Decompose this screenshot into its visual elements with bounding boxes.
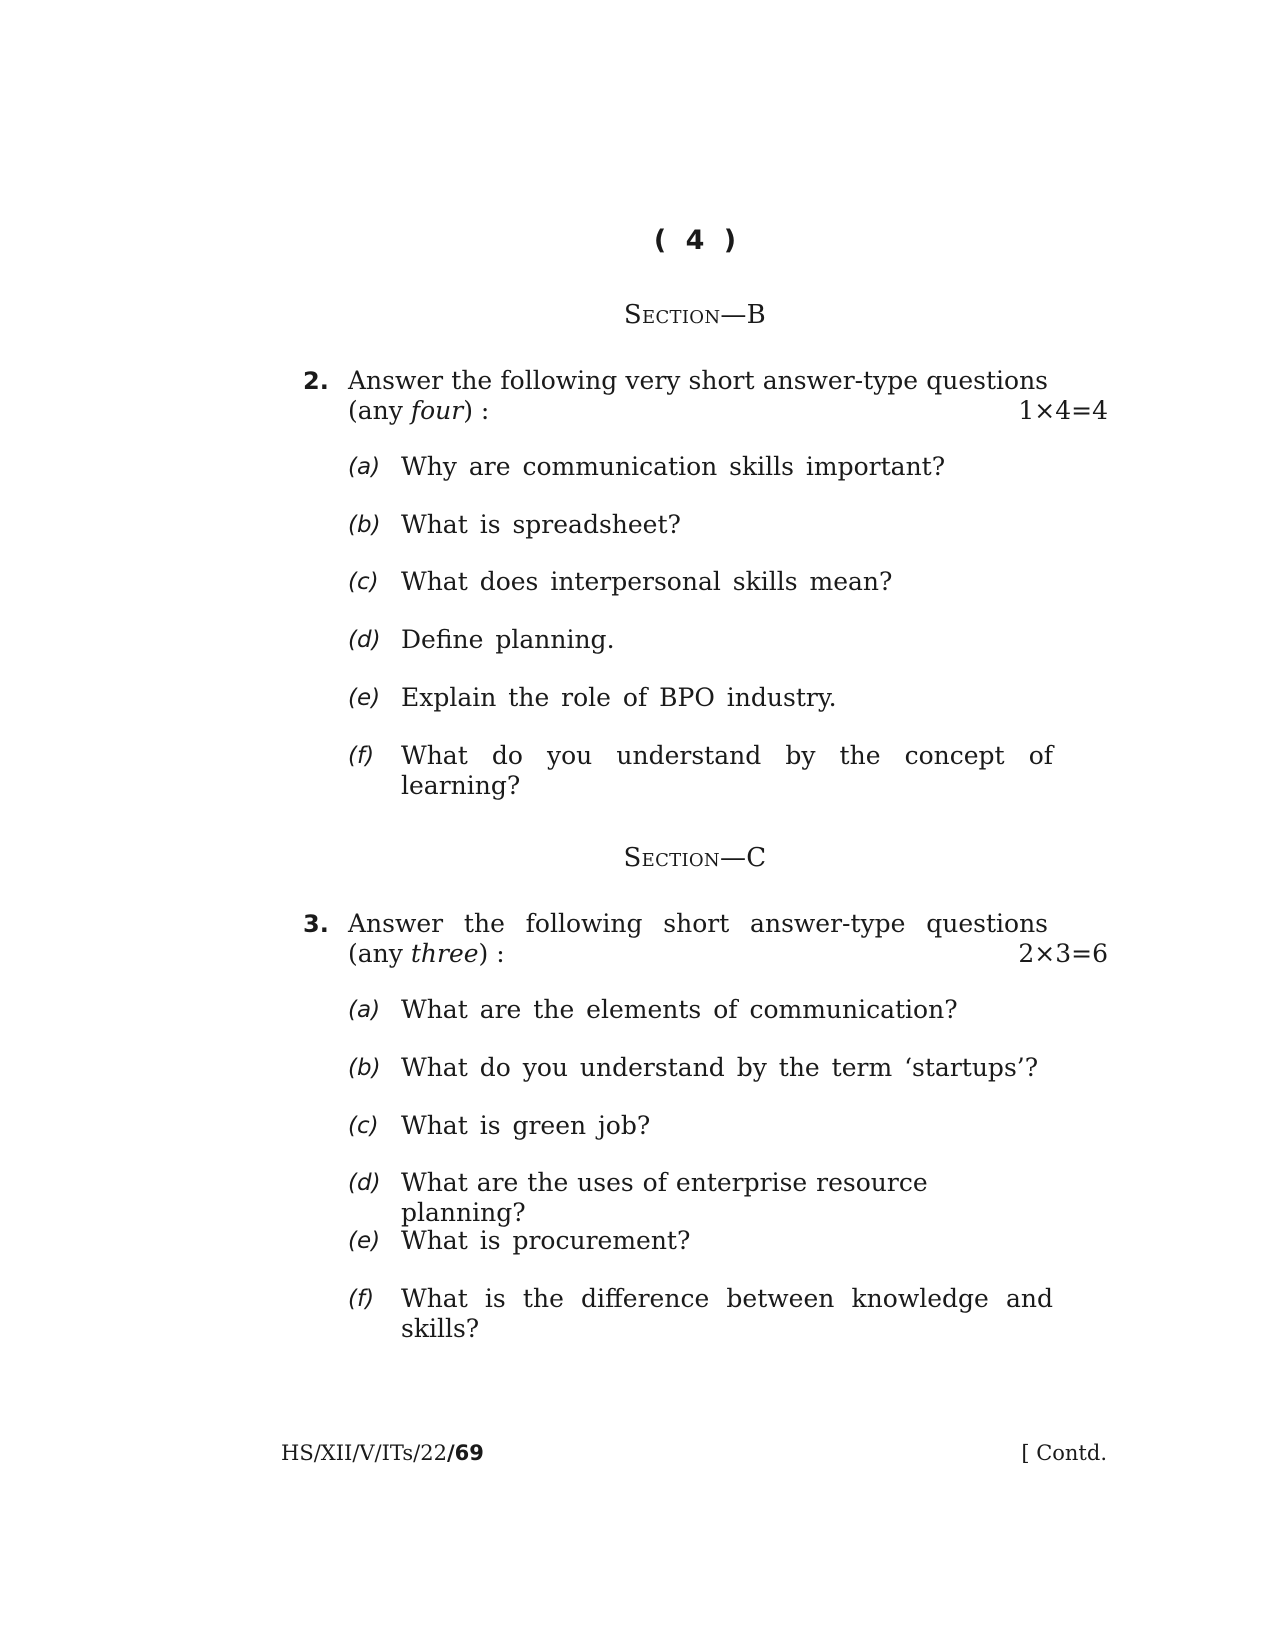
item-text: What do you understand by the concept of learning?: [401, 741, 1053, 800]
item-label: (c): [348, 569, 379, 595]
item-text: What is green job?: [401, 1111, 651, 1140]
item-text: What are the uses of enterprise resource planning?: [401, 1168, 928, 1227]
item-label: (a): [348, 454, 381, 480]
item-text: What do you understand by the term ‘startups’?: [401, 1053, 1039, 1082]
item-label: (b): [348, 1055, 381, 1081]
item-text: Explain the role of BPO industry.: [401, 683, 837, 712]
item-text: Why are communication skills important?: [401, 452, 946, 481]
question-qualifier: (any four) :: [348, 396, 490, 425]
item-label: (f): [348, 743, 375, 769]
item-label: (e): [348, 685, 381, 711]
item-text: What does interpersonal skills mean?: [401, 567, 893, 596]
item-label: (c): [348, 1113, 379, 1139]
item-text: What is spreadsheet?: [401, 510, 681, 539]
item-label: (d): [348, 1170, 381, 1196]
item-label: (b): [348, 512, 381, 538]
item-text: What is the difference between knowledge and skills?: [401, 1284, 1053, 1343]
item-label: (a): [348, 997, 381, 1023]
item-text: What are the elements of communication?: [401, 995, 958, 1024]
question-number: 3.: [303, 910, 329, 938]
item-label: (f): [348, 1286, 375, 1312]
question-qualifier: (any three) :: [348, 939, 505, 968]
question-text: Answer the following very short answer-type questions: [348, 366, 1048, 395]
question-number: 2.: [303, 367, 329, 395]
item-text: Define planning.: [401, 625, 615, 654]
question-marks: 1×4=4: [1018, 396, 1108, 425]
page-number: ( 4 ): [653, 225, 737, 256]
question-marks: 2×3=6: [1018, 939, 1108, 968]
continued-note: [ Contd.: [1021, 1441, 1107, 1465]
item-label: (e): [348, 1228, 381, 1254]
section-c-heading: Section—C: [623, 843, 767, 873]
item-text: What is procurement?: [401, 1226, 691, 1255]
paper-code: HS/XII/V/ITs/22/69: [281, 1441, 484, 1465]
item-label: (d): [348, 627, 381, 653]
question-text: Answer the following short answer-type questions: [348, 909, 1048, 938]
section-b-heading: Section—B: [623, 300, 767, 330]
